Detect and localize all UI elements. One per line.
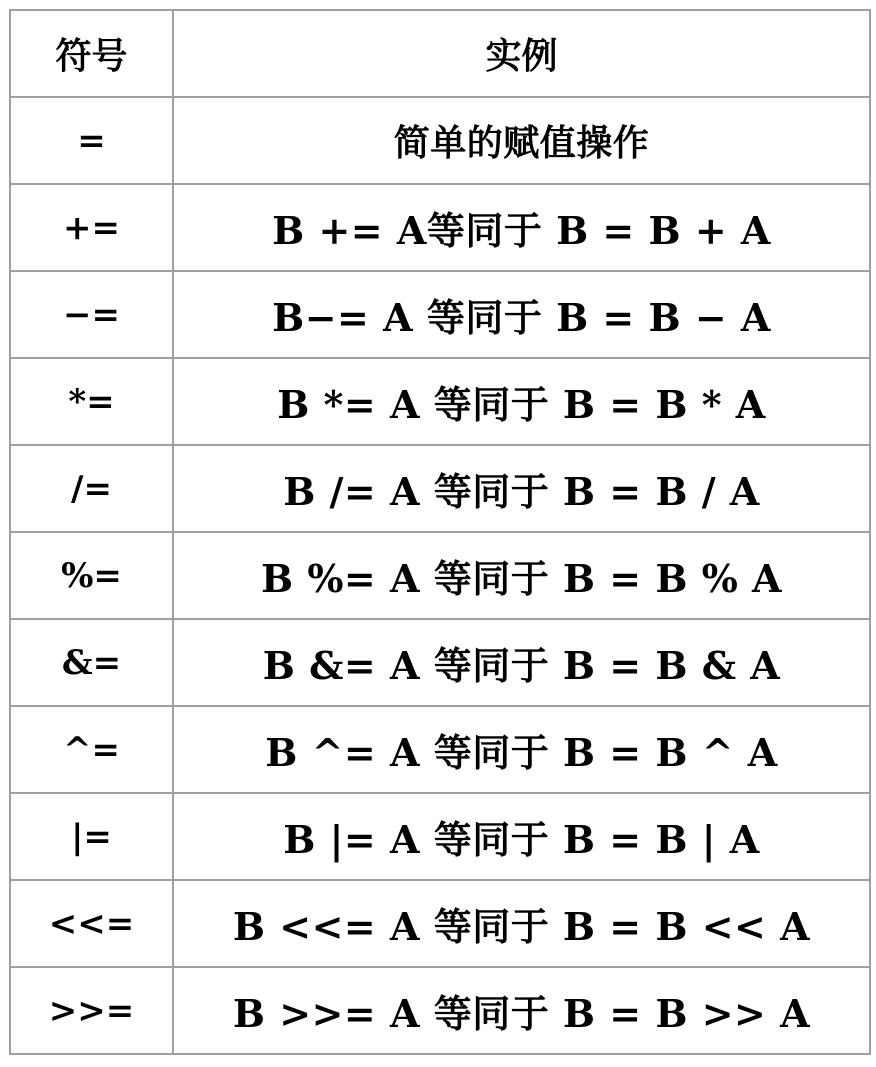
example-cell: B <<= A 等同于 B = B << A	[173, 880, 870, 967]
table-row	[10, 967, 870, 1054]
symbol-cell: =	[10, 97, 173, 184]
symbol-cell: %=	[10, 532, 173, 619]
table-row	[10, 97, 870, 184]
example-cell: B %= A 等同于 B = B % A	[173, 532, 870, 619]
example-cell: B ^= A 等同于 B = B ^ A	[173, 706, 870, 793]
example-cell: B /= A 等同于 B = B / A	[173, 445, 870, 532]
example-cell: B &= A 等同于 B = B & A	[173, 619, 870, 706]
example-cell: B += A等同于 B = B + A	[173, 184, 870, 271]
example-cell: B |= A 等同于 B = B | A	[173, 793, 870, 880]
symbol-cell: +=	[10, 184, 173, 271]
table-row	[10, 793, 870, 880]
table-row	[10, 706, 870, 793]
symbol-cell: |=	[10, 793, 173, 880]
header-example: 实例	[173, 10, 870, 97]
table-row	[10, 445, 870, 532]
table-header-row	[10, 10, 870, 97]
table-row	[10, 271, 870, 358]
symbol-cell: *=	[10, 358, 173, 445]
table-row	[10, 184, 870, 271]
table-row	[10, 880, 870, 967]
symbol-cell: /=	[10, 445, 173, 532]
table-row	[10, 358, 870, 445]
example-cell: 简单的赋值操作	[173, 97, 870, 184]
symbol-cell: ^=	[10, 706, 173, 793]
header-symbol: 符号	[10, 10, 173, 97]
symbol-cell: >>=	[10, 967, 173, 1054]
example-cell: B *= A 等同于 B = B * A	[173, 358, 870, 445]
symbol-cell: −=	[10, 271, 173, 358]
table-row	[10, 619, 870, 706]
symbol-cell: &=	[10, 619, 173, 706]
example-cell: B >>= A 等同于 B = B >> A	[173, 967, 870, 1054]
example-cell: B−= A 等同于 B = B − A	[173, 271, 870, 358]
table-row	[10, 532, 870, 619]
symbol-cell: <<=	[10, 880, 173, 967]
assignment-operators-table	[9, 9, 871, 1055]
